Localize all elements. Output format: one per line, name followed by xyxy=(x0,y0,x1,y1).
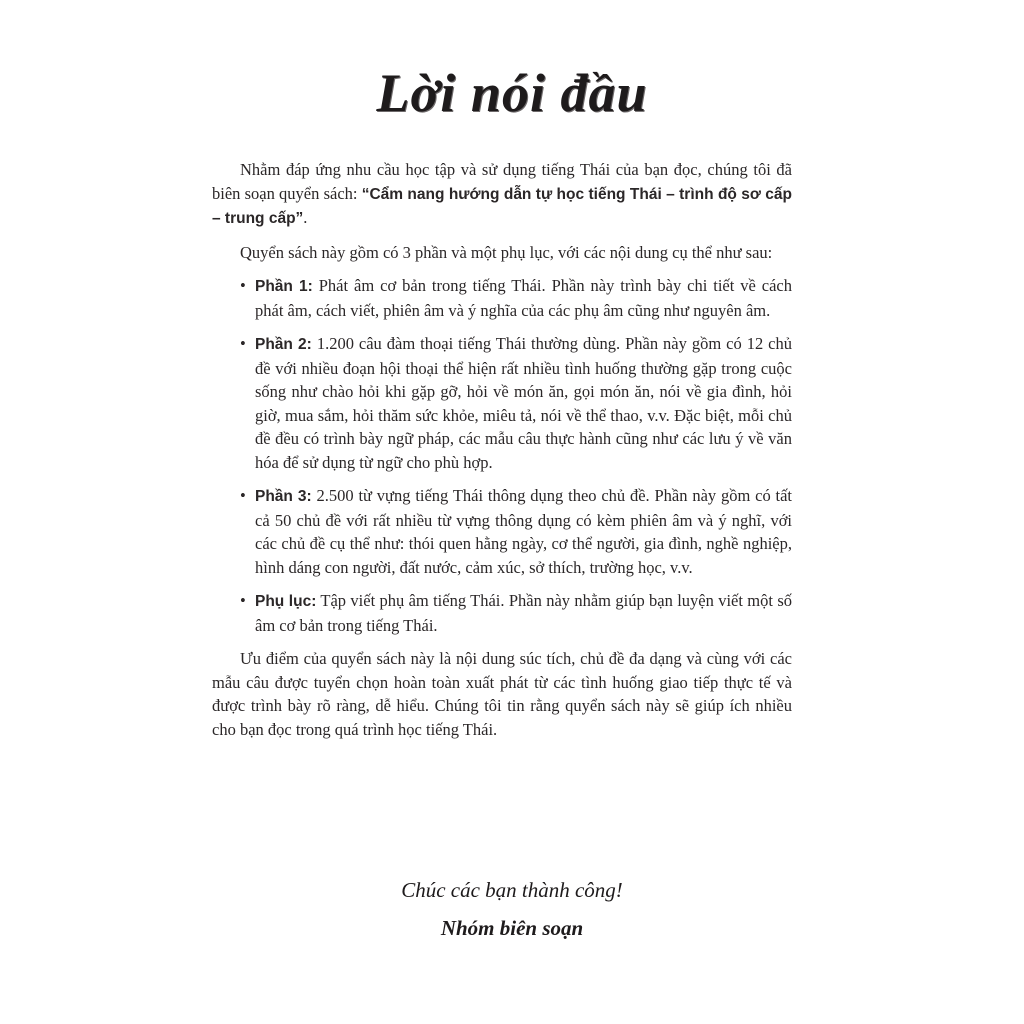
section-text: Phát âm cơ bản trong tiếng Thái. Phần này trình bày chi tiết về cách phát âm, cách viết, phiên âm và ý nghĩa của các phụ âm cũng như nguyên âm. xyxy=(255,276,793,320)
intro-paragraph xyxy=(212,158,792,231)
bullet-icon: • xyxy=(240,276,246,295)
signature: Nhóm biên soạn xyxy=(440,916,584,940)
conclusion-paragraph: Ưu điểm của quyển sách này là nội dung súc tích, chủ đề đa dạng và cùng với các mẫu câu được tuyển chọn hoàn toàn xuất phát từ các tình huống giao tiếp thực tế và được trình bày rõ ràng, dễ hiểu. Chúng tôi tin rằng quyển sách này sẽ giúp ích nhiều cho bạn đọc trong quá trình học tiếng Thái. xyxy=(212,649,792,739)
list-item xyxy=(212,484,792,579)
section-heading: Phần 1: xyxy=(255,278,313,295)
section-list xyxy=(212,274,792,637)
bullet-icon: • xyxy=(240,486,246,505)
list-item xyxy=(212,332,792,474)
bullet-icon: • xyxy=(240,334,246,353)
section-text: 1.200 câu đàm thoại tiếng Thái thường dùng. Phần này gồm có 12 chủ đề với nhiều đoạn hội thoại thể hiện rất nhiều tình huống thường gặp trong cuộc sống như chào hỏi khi gặp gỡ, hỏi về món ăn, gọi món ăn, nói về gia đình, hỏi giờ, mua sắm, hỏi thăm sức khỏe, miêu tả, nói về thể thao, v.v. Đặc biệt, mỗi chủ đề đều có trình bày ngữ pháp, các mẫu câu thực hành cũng như các lưu ý về văn hóa để sử dụng từ ngữ cho phù hợp. xyxy=(255,334,792,472)
page-title: Lời nói đầu xyxy=(376,63,648,123)
closing-wish: Chúc các bạn thành công! xyxy=(401,878,623,902)
list-item xyxy=(212,589,792,637)
section-heading: Phụ lục: xyxy=(255,593,317,610)
section-heading: Phần 3: xyxy=(255,488,312,505)
bullet-icon: • xyxy=(240,591,246,610)
preface-body xyxy=(212,158,792,751)
list-item xyxy=(212,274,792,322)
section-text: 2.500 từ vựng tiếng Thái thông dụng theo chủ đề. Phần này gồm có tất cả 50 chủ đề với rất nhiều từ vựng thông dụng có kèm phiên âm và ý nghĩ, với các chủ đề cụ thể như: thói quen hằng ngày, cơ thể người, gia đình, nghề nghiệp, hình dáng con người, đất nước, cảm xúc, sở thích, trường học, v.v. xyxy=(255,486,793,577)
book-title: “Cẩm nang hướng dẫn tự học tiếng Thái – trình độ sơ cấp – trung cấp” xyxy=(212,185,792,227)
intro-lead: Nhằm đáp ứng nhu cầu học tập và sử dụng tiếng Thái của bạn đọc, chúng tôi đã biên soạn quyển sách: xyxy=(212,160,792,203)
section-text: Tập viết phụ âm tiếng Thái. Phần này nhằm giúp bạn luyện viết một số âm cơ bản trong tiếng Thái. xyxy=(255,591,792,635)
overview-paragraph: Quyển sách này gồm có 3 phần và một phụ lục, với các nội dung cụ thể như sau: xyxy=(240,242,773,262)
intro-tail: . xyxy=(303,208,308,227)
section-heading: Phần 2: xyxy=(255,336,312,353)
